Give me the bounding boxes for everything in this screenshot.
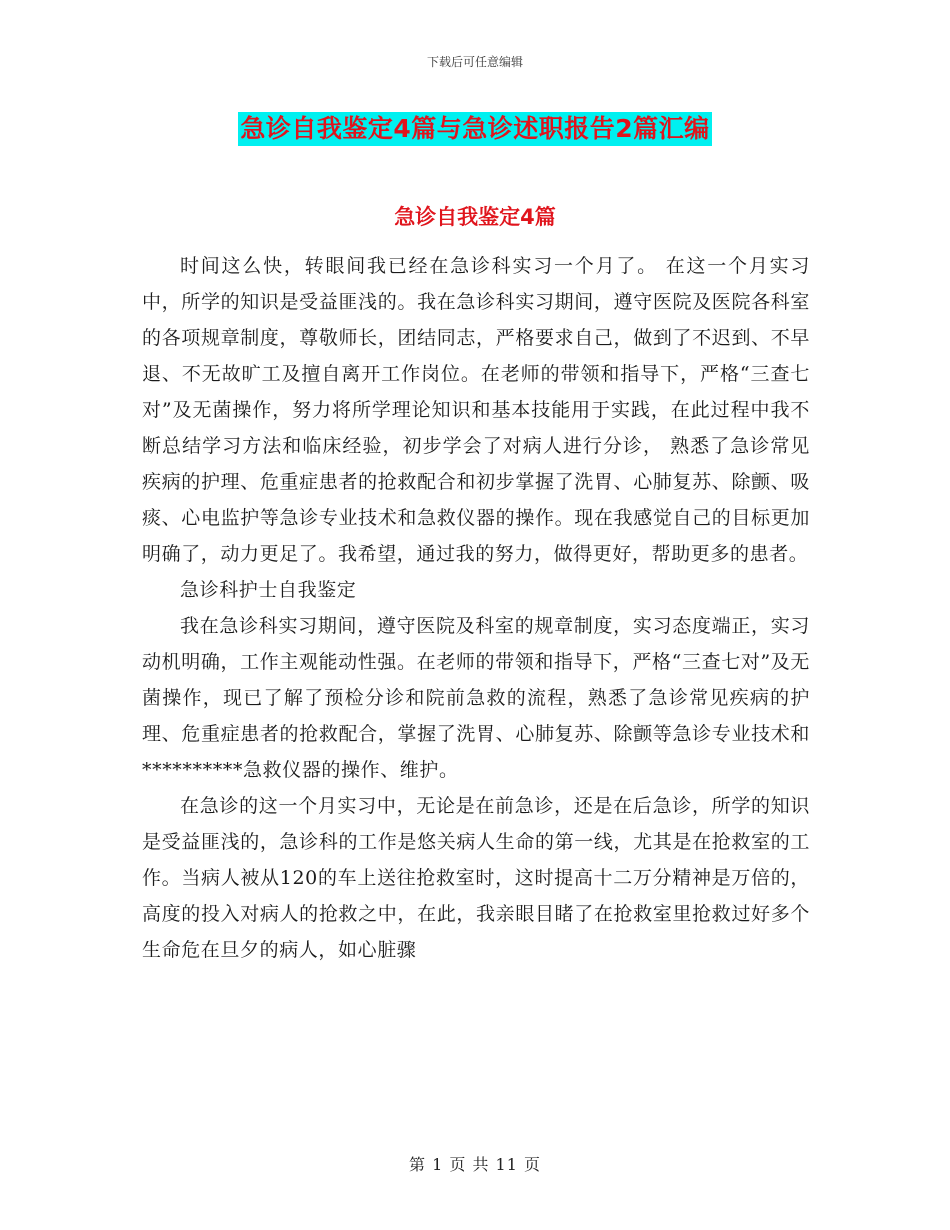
paragraph: 我在急诊科实习期间，遵守医院及科室的规章制度，实习态度端正，实习动机明确，工作主观能动性强。在老师的带领和指导下，严格“三查七对”及无菌操作，现已了解了预检分诊和院前急救的流程，熟悉了急诊常见疾病的护理、危重症患者的抢救配合，掌握了洗胃、心肺复苏、除颤等急诊专业技术和**********急救仪器的操作、维护。 bbox=[142, 615, 810, 781]
section-title: 急诊自我鉴定4篇 bbox=[394, 205, 556, 229]
page-header-note: 下载后可任意编辑 bbox=[426, 55, 523, 69]
paragraph-subheading: 急诊科护士自我鉴定 bbox=[180, 579, 357, 601]
page-footer: 第 1 页 共 11 页 bbox=[409, 1155, 541, 1174]
document-title-text: 急诊自我鉴定4篇与急诊述职报告2篇汇编 bbox=[238, 112, 711, 146]
paragraph: 在急诊的这一个月实习中，无论是在前急诊，还是在后急诊，所学的知识是受益匪浅的，急诊科的工作是悠关病人生命的第一线，尤其是在抢救室的工作。当病人被从120的车上送往抢救室时，这时提高十二万分精神是万倍的，高度的投入对病人的抢救之中，在此，我亲眼目睹了在抢救室里抢救过好多个生命危在旦夕的病人，如心脏骤 bbox=[142, 795, 810, 961]
document-title bbox=[0, 112, 950, 146]
paragraph: 时间这么快，转眼间我已经在急诊科实习一个月了。 在这一个月实习中，所学的知识是受益匪浅的。我在急诊科实习期间，遵守医院及医院各科室的各项规章制度，尊敬师长，团结同志，严格要求自己，做到了不迟到、不早退、不无故旷工及擅自离开工作岗位。在老师的带领和指导下，严格“三查七对”及无菌操作，努力将所学理论知识和基本技能用于实践，在此过程中我不断总结学习方法和临床经验，初步学会了对病人进行分诊， 熟悉了急诊常见疾病的护理、危重症患者的抢救配合和初步掌握了洗胃、心肺复苏、除颤、吸痰、心电监护等急诊专业技术和急救仪器的操作。现在我感觉自己的目标更加明确了，动力更足了。我希望，通过我的努力，做得更好，帮助更多的患者。 bbox=[142, 255, 810, 565]
document-body bbox=[142, 248, 810, 968]
